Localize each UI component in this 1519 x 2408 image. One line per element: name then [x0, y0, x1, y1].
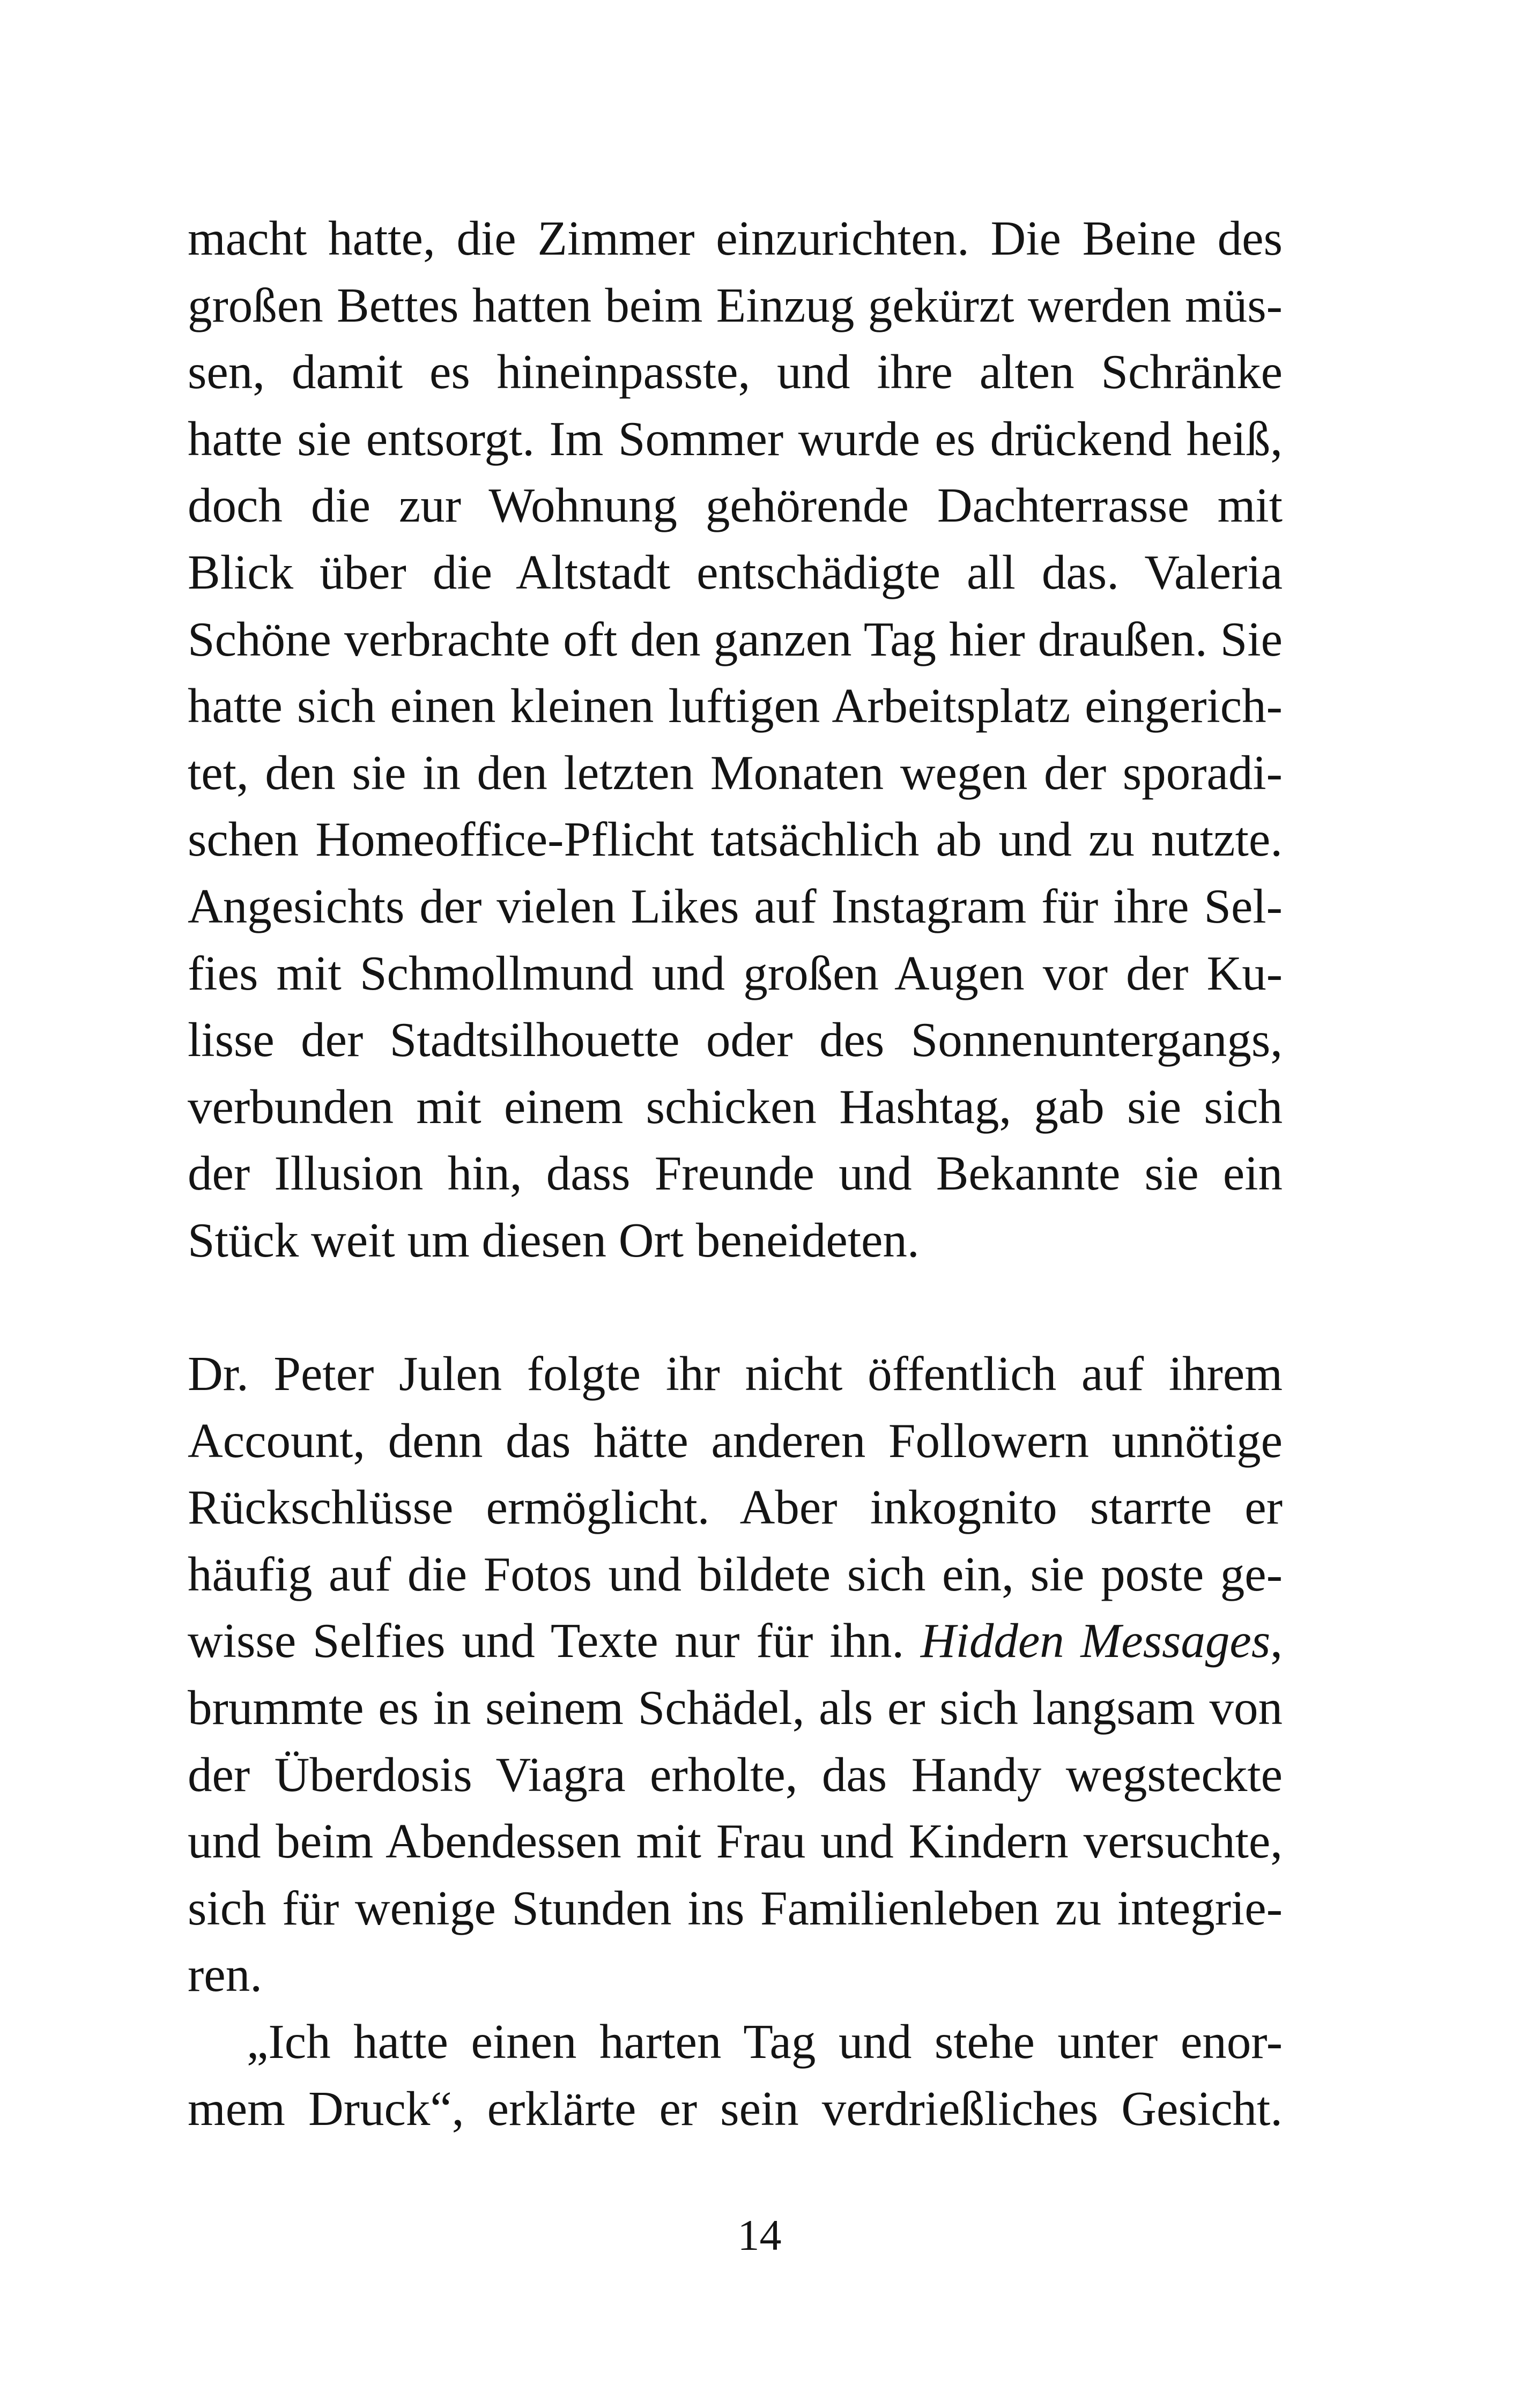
text-line: mem Druck“, erklärte er sein verdrießliches Gesicht. — [188, 2081, 1283, 2136]
text-line: großen Bettes hatten beim Einzug gekürzt werden müs- — [188, 278, 1283, 332]
text-line — [188, 1608, 1283, 1675]
text-line: lisse der Stadtsilhouette oder des Sonnenuntergangs, — [188, 1013, 1283, 1067]
text-line: Angesichts der vielen Likes auf Instagram für ihre Sel- — [188, 879, 1283, 933]
text-line: Dr. Peter Julen folgte ihr nicht öffentlich auf ihrem — [188, 1347, 1283, 1401]
text-line: verbunden mit einem schicken Hashtag, gab sie sich — [188, 1079, 1283, 1134]
text-line: Blick über die Altstadt entschädigte all das. Valeria — [188, 545, 1283, 599]
text-line: häufig auf die Fotos und bildete sich ein, sie poste ge- — [188, 1547, 1283, 1601]
text-line: „Ich hatte einen harten Tag und stehe unter enor- — [247, 2015, 1283, 2069]
text-line: hatte sich einen kleinen luftigen Arbeitsplatz eingerich- — [188, 679, 1283, 733]
text-line: tet, den sie in den letzten Monaten wegen der sporadi- — [188, 745, 1283, 800]
paragraph-1 — [188, 205, 1283, 1274]
text-line: Stück weit um diesen Ort beneideten. — [188, 1213, 920, 1267]
page-number: 14 — [737, 2211, 782, 2260]
text-line: Account, denn das hätte anderen Followern unnötige — [188, 1413, 1283, 1468]
text-line: doch die zur Wohnung gehörende Dachterrasse mit — [188, 478, 1283, 533]
text-line: sich für wenige Stunden ins Familienleben zu integrie- — [188, 1881, 1283, 1935]
text-line: der Illusion hin, dass Freunde und Bekannte sie ein — [188, 1146, 1283, 1201]
body-text — [188, 205, 1283, 2142]
text-line: Schöne verbrachte oft den ganzen Tag hier draußen. Sie — [188, 612, 1283, 666]
text-line: ren. — [188, 1948, 262, 2002]
text-line: hatte sie entsorgt. Im Sommer wurde es drückend heiß, — [188, 411, 1283, 466]
text-line: macht hatte, die Zimmer einzurichten. Die Beine des — [188, 211, 1283, 265]
text-fragment: , — [1270, 1614, 1283, 1668]
text-line: der Überdosis Viagra erholte, das Handy wegsteckte — [188, 1747, 1283, 1802]
text-line: schen Homeoffice-Pflicht tatsächlich ab und zu nutzte. — [188, 812, 1283, 867]
text-line: fies mit Schmollmund und großen Augen vor der Ku- — [188, 946, 1283, 1000]
text-line: brummte es in seinem Schädel, als er sich langsam von — [188, 1681, 1283, 1735]
paragraph-2 — [188, 1341, 1283, 2009]
text-line: sen, damit es hineinpasste, und ihre alten Schränke — [188, 345, 1283, 399]
text-line: und beim Abendessen mit Frau und Kindern versuchte, — [188, 1814, 1283, 1869]
text-line: Rückschlüsse ermöglicht. Aber inkognito starrte er — [188, 1480, 1283, 1535]
paragraph-gap — [188, 1274, 1283, 1341]
paragraph-3 — [188, 2009, 1283, 2142]
italic-phrase: Hidden Messages — [920, 1614, 1271, 1668]
text-fragment: wisse Selfies und Texte nur für ihn. — [188, 1614, 921, 1668]
